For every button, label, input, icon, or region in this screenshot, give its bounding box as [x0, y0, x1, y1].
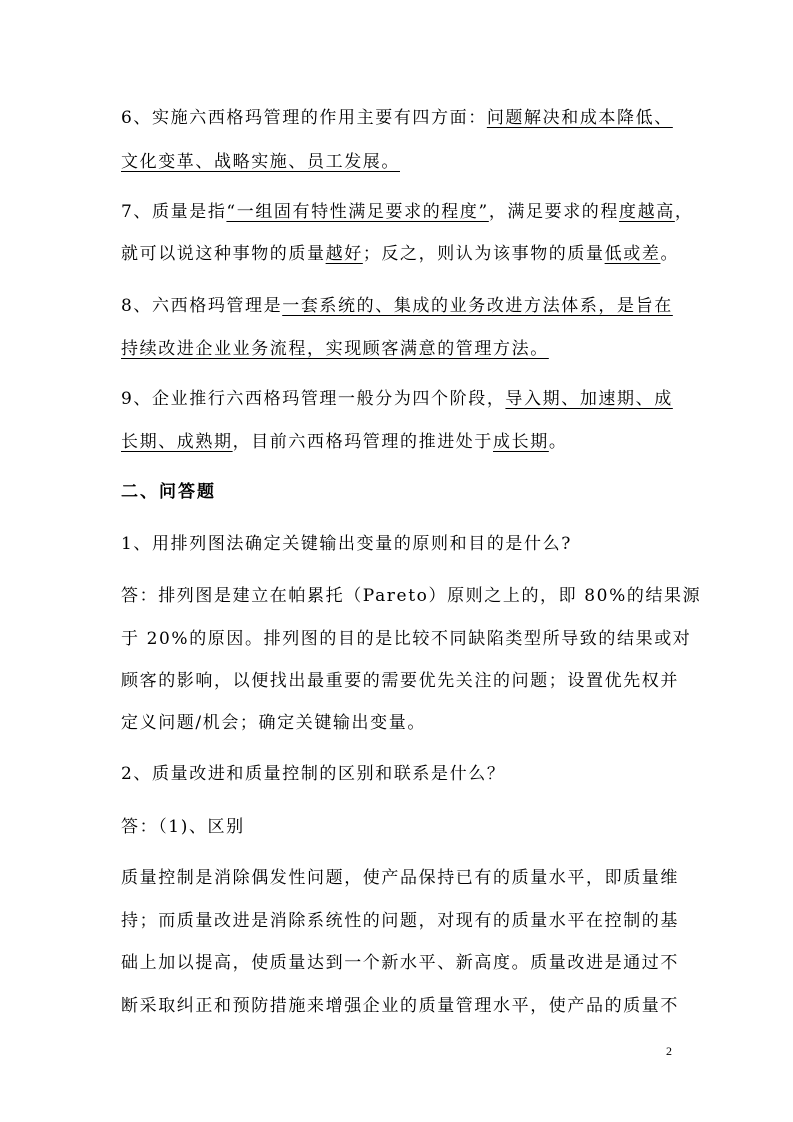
item-6-text: 6、实施六西格玛管理的作用主要有四方面： [121, 108, 487, 128]
item-7-text-mid: ，满足要求的程 [488, 202, 620, 222]
qa2-answer-line: 断采取纠正和预防措施来增强企业的质量管理水平，使产品的质量不 [121, 996, 679, 1016]
qa2-question: 2、质量改进和质量控制的区别和联系是什么？ [121, 764, 506, 784]
item-8-line-2 [121, 338, 681, 360]
qa2-answer-line: 质量控制是消除偶发性问题，使产品保持已有的质量水平，即质量维 [121, 868, 679, 888]
item-9-line-2 [121, 431, 681, 453]
item-9-text-2: ，目前六西格玛管理的推进处于 [232, 432, 494, 452]
item-9-line-1 [121, 388, 681, 410]
item-8-answer-part-2: 持续改进企业业务流程，实现顾客满意的管理方法。 [121, 339, 549, 359]
item-7-line-1 [121, 201, 694, 223]
qa1-answer-line: 定义问题/机会；确定关键输出变量。 [121, 713, 426, 733]
item-7-text-3: ；反之，则认为该事物的质量 [362, 244, 605, 264]
qa1-answer-line: 答：排列图是建立在帕累托（Pareto）原则之上的，即 80%的结果源 [121, 586, 702, 606]
item-7-answer-better: 越好 [325, 244, 363, 264]
qa1-question: 1、用排列图法确定关键输出变量的原则和目的是什么? [121, 534, 572, 554]
item-7-text-2: 就可以说这种事物的质量 [121, 244, 326, 264]
qa2-answer-line: 持；而质量改进是消除系统性的问题，对现有的质量水平在控制的基 [121, 911, 679, 931]
item-9-text: 9、企业推行六西格玛管理一般分为四个阶段， [121, 389, 506, 409]
item-8-answer-part-1: 一套系统的、集成的业务改进方法体系，是旨在 [282, 296, 673, 316]
item-6-line-2 [121, 151, 681, 173]
item-9-answer-growth: 成长期 [493, 432, 549, 452]
item-8-text: 8、六西格玛管理是 [121, 296, 283, 316]
item-7-text: 7、质量是指 [121, 202, 227, 222]
item-7-end: 。 [660, 244, 680, 264]
item-9-answer-part-1: 导入期、加速期、成 [505, 389, 673, 409]
item-7-answer-higher: 度越高 [619, 202, 675, 222]
item-7-answer-worse: 低或差 [604, 244, 661, 264]
qa1-answer-line: 于 20%的原因。排列图的目的是比较不同缺陷类型所导致的结果或对 [121, 629, 692, 649]
qa1-answer-line: 顾客的影响，以便找出最重要的需要优先关注的问题；设置优先权并 [121, 671, 679, 691]
item-6-answer-part-1: 问题解决和成本降低、 [486, 108, 673, 128]
item-7-line-2 [121, 243, 681, 265]
item-6-line-1 [121, 107, 681, 129]
item-9-end: 。 [548, 432, 568, 452]
item-8-line-1 [121, 295, 681, 317]
item-6-answer-part-2: 文化变革、战略实施、员工发展。 [121, 152, 400, 172]
item-9-answer-part-2: 长期、成熟期 [121, 432, 233, 452]
item-7-answer-definition: “一组固有特性满足要求的程度” [226, 202, 489, 222]
section-heading: 二、问答题 [121, 482, 216, 502]
page-number: 2 [666, 1044, 672, 1058]
qa2-answer-intro: 答：（1)、区别 [121, 817, 245, 837]
qa2-answer-line: 础上加以提高，使质量达到一个新水平、新高度。质量改进是通过不 [121, 953, 679, 973]
item-7-punct: ， [674, 202, 694, 222]
